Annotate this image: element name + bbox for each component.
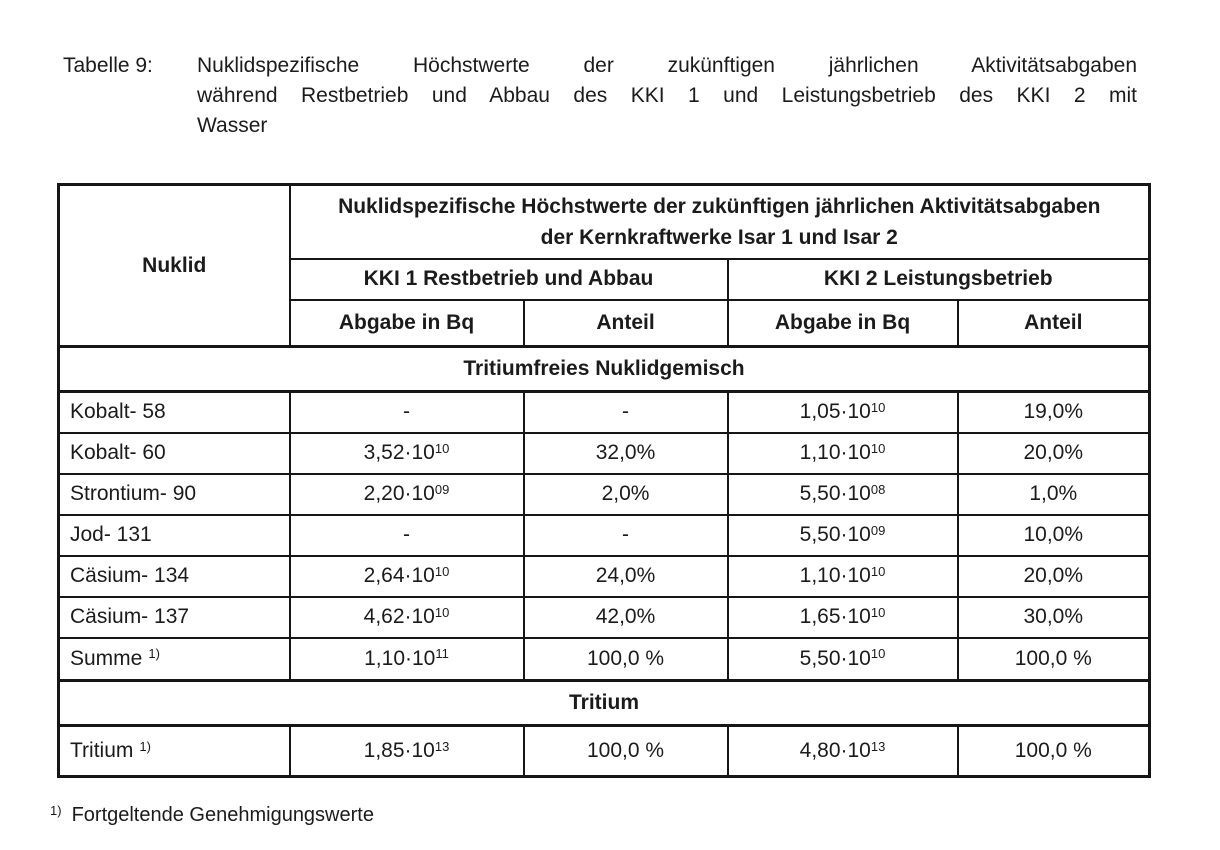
table-row-jod-131: [59, 515, 1150, 556]
nuclide-cell: Jod- 131: [59, 515, 290, 556]
kki2-anteil-cell: 100,0 %: [958, 726, 1150, 777]
kki2-anteil-cell: 100,0 %: [958, 638, 1150, 681]
kki1-abgabe-cell: $2,20\cdot 10^{09}$: [290, 474, 524, 515]
section-title-tritiumfrei: Tritiumfreies Nuklidgemisch: [59, 347, 1150, 392]
nuclide-cell: Kobalt- 58: [59, 392, 290, 433]
header-main-title: Nuklidspezifische Höchstwerte der zukünftigen jährlichen Aktivitätsabgaben der Kernkraftwerke Isar 1 und Isar 2: [290, 185, 1150, 259]
section-row-tritium: [59, 681, 1150, 726]
kki1-anteil-cell: 32,0%: [524, 433, 728, 474]
kki1-anteil-cell: -: [524, 515, 728, 556]
caption-text: [197, 51, 1137, 141]
header-row-span: [59, 185, 1150, 259]
header-kki2-abgabe: Abgabe in Bq: [728, 300, 958, 347]
header-kki1-anteil: Anteil: [524, 300, 728, 347]
kki1-abgabe-cell: $2,64\cdot 10^{10}$: [290, 556, 524, 597]
kki1-anteil-cell: 24,0%: [524, 556, 728, 597]
table-row-tritium: [59, 726, 1150, 777]
kki1-abgabe-cell: $3,52\cdot 10^{10}$: [290, 433, 524, 474]
kki1-abgabe-cell: $4,62\cdot 10^{10}$: [290, 597, 524, 638]
header-nuklid: Nuklid: [59, 185, 290, 347]
kki1-anteil-cell: 2,0%: [524, 474, 728, 515]
kki2-anteil-cell: 20,0%: [958, 556, 1150, 597]
kki2-abgabe-cell: $1,05\cdot 10^{10}$: [728, 392, 958, 433]
kki2-anteil-cell: 30,0%: [958, 597, 1150, 638]
kki2-anteil-cell: 10,0%: [958, 515, 1150, 556]
table-row-kobalt-60: [59, 433, 1150, 474]
kki2-abgabe-cell: $5,50\cdot 10^{09}$: [728, 515, 958, 556]
header-kki1: KKI 1 Restbetrieb und Abbau: [290, 259, 728, 300]
kki2-anteil-cell: 20,0%: [958, 433, 1150, 474]
kki2-abgabe-cell: $1,10\cdot 10^{10}$: [728, 433, 958, 474]
nuclide-cell: Kobalt- 60: [59, 433, 290, 474]
header-kki2-anteil: Anteil: [958, 300, 1150, 347]
kki1-abgabe-cell: $1,10\cdot 10^{11}$: [290, 638, 524, 681]
nuclide-cell: Strontium- 90: [59, 474, 290, 515]
nuclide-cell: Summe $^{1)}$: [59, 638, 290, 681]
kki1-abgabe-cell: $1,85\cdot 10^{13}$: [290, 726, 524, 777]
table-row-strontium-90: [59, 474, 1150, 515]
kki1-abgabe-cell: -: [290, 515, 524, 556]
header-kki1-abgabe: Abgabe in Bq: [290, 300, 524, 347]
section-title-tritium: Tritium: [59, 681, 1150, 726]
kki1-anteil-cell: 42,0%: [524, 597, 728, 638]
nuclide-cell: Cäsium- 137: [59, 597, 290, 638]
kki2-abgabe-cell: $4,80\cdot 10^{13}$: [728, 726, 958, 777]
footnote-text: Fortgeltende Genehmigungswerte: [71, 804, 374, 826]
table-row-kobalt-58: [59, 392, 1150, 433]
caption-line-2: während Restbetrieb und Abbau des KKI 1 und Leistungsbetrieb des KKI 2 mit: [197, 84, 1137, 107]
table-row-caesium-134: [59, 556, 1150, 597]
kki2-abgabe-cell: $1,65\cdot 10^{10}$: [728, 597, 958, 638]
kki2-abgabe-cell: $5,50\cdot 10^{08}$: [728, 474, 958, 515]
caption-line-3: Wasser: [197, 114, 268, 137]
kki1-anteil-cell: 100,0 %: [524, 638, 728, 681]
kki2-abgabe-cell: $1,10\cdot 10^{10}$: [728, 556, 958, 597]
footnote: [50, 804, 374, 827]
nuclide-cell: Tritium $^{1)}$: [59, 726, 290, 777]
caption-label: Tabelle 9:: [63, 54, 153, 77]
section-row-tritiumfrei: [59, 347, 1150, 392]
caption-line-1: Nuklidspezifische Höchstwerte der zukünftigen jährlichen Aktivitätsabgaben: [197, 54, 1137, 77]
kki2-anteil-cell: 1,0%: [958, 474, 1150, 515]
nuclide-cell: Cäsium- 134: [59, 556, 290, 597]
footnote-marker: 1): [50, 803, 62, 819]
kki1-anteil-cell: 100,0 %: [524, 726, 728, 777]
kki1-anteil-cell: -: [524, 392, 728, 433]
table-row-caesium-137: [59, 597, 1150, 638]
kki2-abgabe-cell: $5,50\cdot 10^{10}$: [728, 638, 958, 681]
table-caption: [63, 51, 1143, 141]
kki2-anteil-cell: 19,0%: [958, 392, 1150, 433]
table-row-summe: [59, 638, 1150, 681]
nuclide-data-table: [57, 183, 1151, 778]
kki1-abgabe-cell: -: [290, 392, 524, 433]
header-kki2: KKI 2 Leistungsbetrieb: [728, 259, 1150, 300]
